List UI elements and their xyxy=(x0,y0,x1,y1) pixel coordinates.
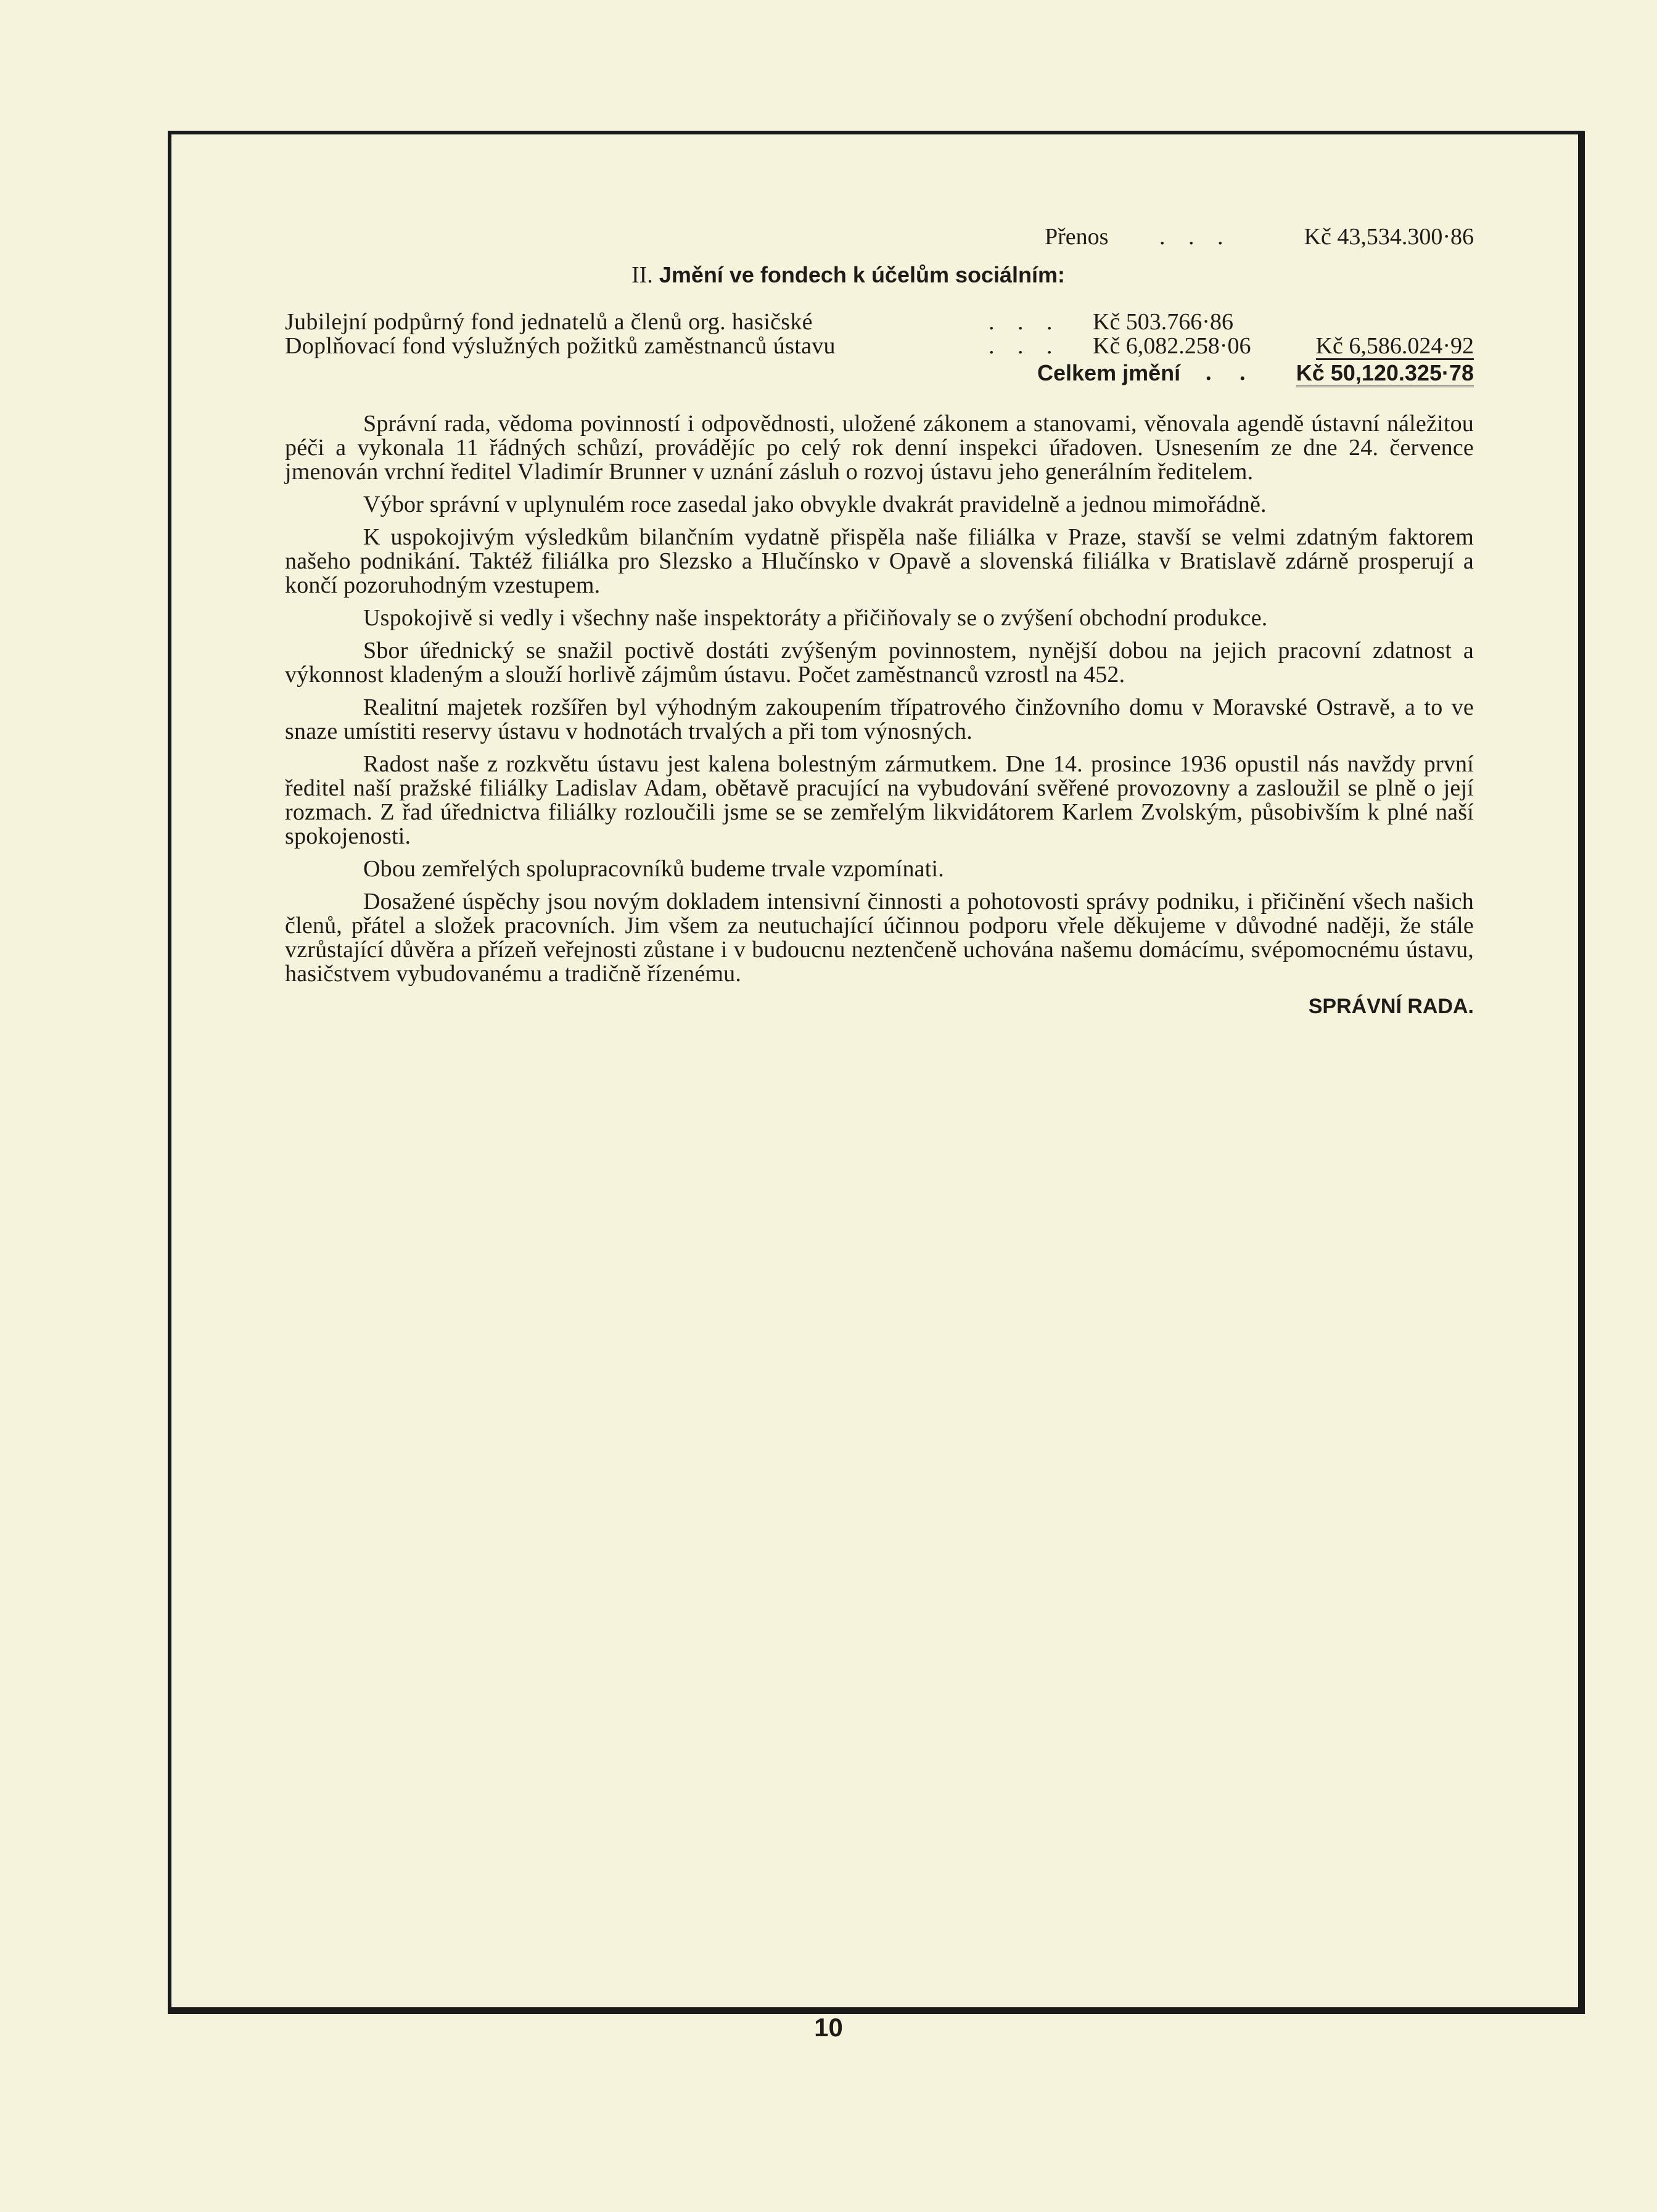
section-number: II. xyxy=(631,262,653,288)
paragraph: Radost naše z rozkvětu ústavu jest kalena bolestným zármutkem. Dne 14. prosince 1936 opustil nás navždy první ředitel naší pražské filiálky Ladislav Adam, obětavě pracující na vybudování svěřené provozovny a zasloužil se plně o její rozmach. Z řad úřednictva filiálky rozloučili jsme se se zemřelým likvidátorem Karlem Zvolským, působivším k plné naší spokojenosti. xyxy=(285,751,1474,849)
leader-dots: . . . xyxy=(1159,224,1232,250)
fund-row xyxy=(285,334,1474,358)
total-amount: Kč 50,120.325·78 xyxy=(1296,361,1474,387)
leader-dots: . . . xyxy=(989,309,1061,335)
paragraph: Výbor správní v uplynulém roce zasedal jako obvykle dvakrát pravidelně a jednou mimořádně. xyxy=(363,491,1267,517)
paragraph: Dosažené úspěchy jsou novým dokladem intensivní činnosti a pohotovosti správy podniku, i přičinění všech našich členů, přátel a složek pracovních. Jim všem za neutuchající účinnou podporu vřele děkujeme v důvodné naději, že stále vzrůstající důvěra a přízeň veřejnosti zůstane i v budoucnu neztenčeně uchována našemu domácímu, svépomocnému ústavu, hasičstvem vybudovanému a tradičně řízenému. xyxy=(285,889,1474,987)
signature: SPRÁVNÍ RADA. xyxy=(1308,995,1474,1018)
section-heading xyxy=(285,263,1474,287)
fund-label: Doplňovací fond výslužných požitků zaměstnanců ústavu xyxy=(285,333,836,359)
total-row xyxy=(285,361,1474,385)
total-label: Celkem jmění xyxy=(1037,360,1181,385)
carry-over-label: Přenos xyxy=(1045,224,1109,250)
leader-dots: . . . xyxy=(989,333,1061,359)
paragraph: K uspokojivým výsledkům bilančním vydatně přispěla naše filiálka v Praze, stavší se velmi zdatným faktorem našeho podnikání. Taktéž filiálka pro Slezsko a Hlučínsko v Opavě a slovenská filiálka v Bratislavě zdárně prosperují a končí pozoruhodným vzestupem. xyxy=(285,524,1474,598)
section-title: Jmění ve fondech k účelům sociálním: xyxy=(659,262,1066,287)
document-body xyxy=(285,225,1474,1019)
fund-amount: Kč 6,082.258·06 xyxy=(1093,333,1251,359)
fund-amount: Kč 503.766·86 xyxy=(1093,309,1233,335)
paragraph: Sbor úřednický se snažil poctivě dostáti zvýšeným povinnostem, nynější dobou na jejich pracovní zdatnost a výkonnost kladeným a slouží horlivě zájmům ústavu. Počet zaměstnanců vzrostl na 452. xyxy=(285,638,1474,688)
carry-over-amount: Kč 43,534.300·86 xyxy=(1304,224,1474,250)
page-number: 10 xyxy=(814,2013,843,2042)
leader-dots: . . xyxy=(1206,360,1257,385)
paragraph: Správní rada, vědoma povinností i odpovědnosti, uložené zákonem a stanovami, věnovala agendě ústavní náležitou péči a vykonala 11 řádných schůzí, provádějíc po celý rok denní inspekci úřadoven. Usnesením ze dne 24. července jmenován vrchní ředitel Vladimír Brunner v uznání zásluh o rozvoj ústavu jeho generálním ředitelem. xyxy=(285,411,1474,485)
paragraph: Realitní majetek rozšířen byl výhodným zakoupením třípatrového činžovního domu v Moravské Ostravě, a to ve snaze umístiti reservy ústavu v hodnotách trvalých a při tom výnosných. xyxy=(285,694,1474,744)
paragraph: Uspokojivě si vedly i všechny naše inspektoráty a přičiňovaly se o zvýšení obchodní produkce. xyxy=(363,605,1268,631)
carry-over-row xyxy=(285,225,1474,249)
fund-subtotal: Kč 6,586.024·92 xyxy=(1315,333,1474,359)
fund-label: Jubilejní podpůrný fond jednatelů a členů org. hasičské xyxy=(285,309,813,335)
paragraph: Obou zemřelých spolupracovníků budeme trvale vzpomínati. xyxy=(363,856,944,882)
fund-row xyxy=(285,310,1474,334)
